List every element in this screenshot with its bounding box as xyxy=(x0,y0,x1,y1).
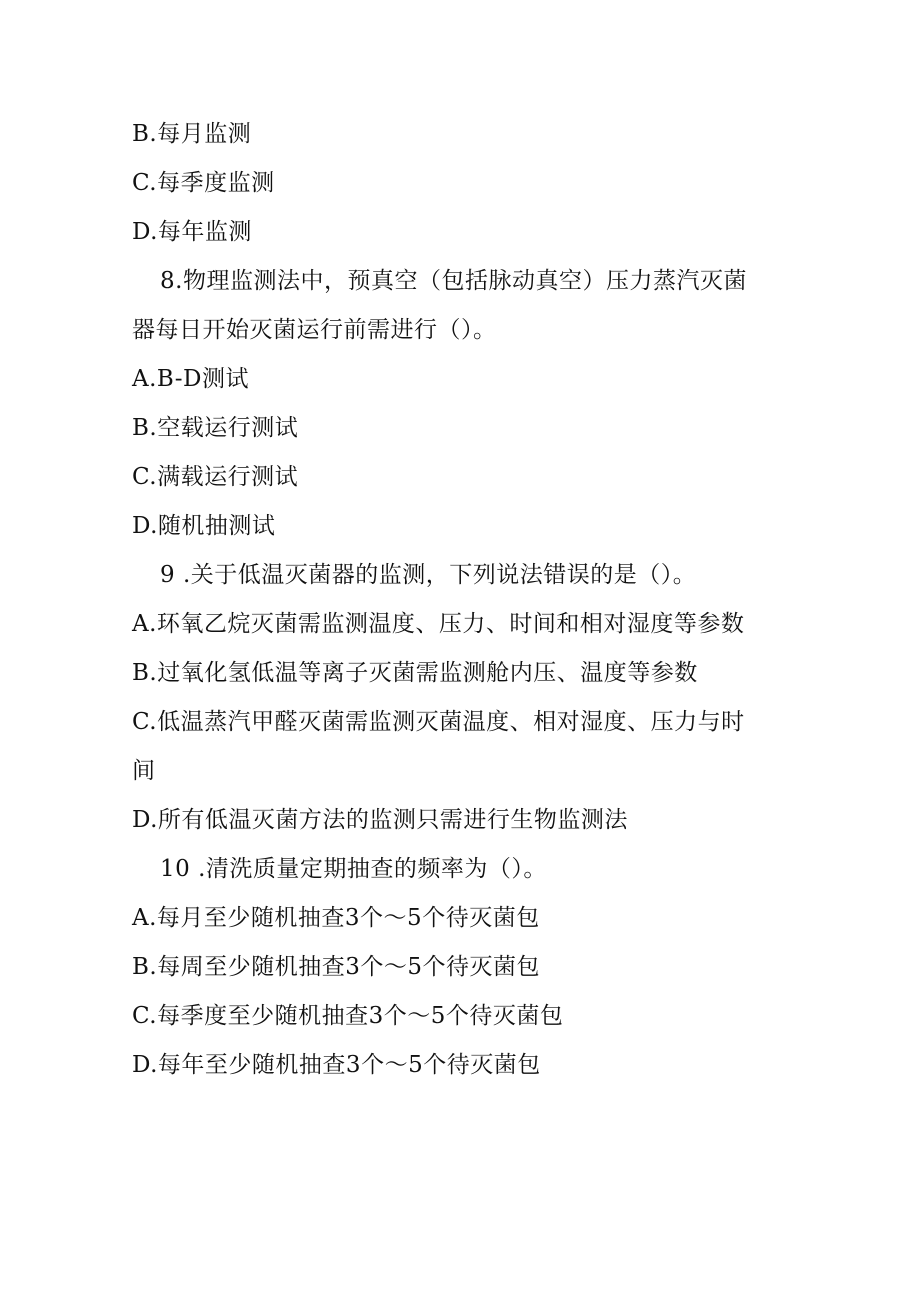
q8-stem-line2: 器每日开始灭菌运行前需进行（）。 xyxy=(132,317,497,343)
q9-option-b: B.过氧化氢低温等离子灭菌需监测舱内压、温度等参数 xyxy=(132,660,698,686)
q7-option-c: C.每季度监测 xyxy=(132,170,275,196)
question-content xyxy=(132,110,792,1090)
q7-option-b: B.每月监测 xyxy=(132,121,252,147)
q8-option-c: C.满载运行测试 xyxy=(132,464,299,490)
q9-option-a: A.环氧乙烷灭菌需监测温度、压力、时间和相对湿度等参数 xyxy=(132,611,745,637)
q10-option-c: C.每季度至少随机抽查3个～5个待灭菌包 xyxy=(132,1003,564,1029)
q8-option-a: A.B-D测试 xyxy=(132,366,249,392)
q10-option-b: B.每周至少随机抽查3个～5个待灭菌包 xyxy=(132,954,540,980)
q9-stem: 9 .关于低温灭菌器的监测，下列说法错误的是（）。 xyxy=(160,562,697,588)
q10-stem: 10 .清洗质量定期抽查的频率为（）。 xyxy=(160,856,547,882)
q10-option-d: D.每年至少随机抽查3个～5个待灭菌包 xyxy=(132,1052,541,1078)
q9-option-d: D.所有低温灭菌方法的监测只需进行生物监测法 xyxy=(132,807,628,833)
q9-option-c-continued: 间 xyxy=(132,758,156,784)
q10-option-a: A.每月至少随机抽查3个～5个待灭菌包 xyxy=(132,905,540,931)
q8-option-b: B.空载运行测试 xyxy=(132,415,299,441)
q9-option-c: C.低温蒸汽甲醛灭菌需监测灭菌温度、相对湿度、压力与时 xyxy=(132,709,745,735)
q8-stem-line1: 8.物理监测法中，预真空（包括脉动真空）压力蒸汽灭菌 xyxy=(160,268,747,294)
q8-option-d: D.随机抽测试 xyxy=(132,513,276,539)
q7-option-d: D.每年监测 xyxy=(132,219,252,245)
